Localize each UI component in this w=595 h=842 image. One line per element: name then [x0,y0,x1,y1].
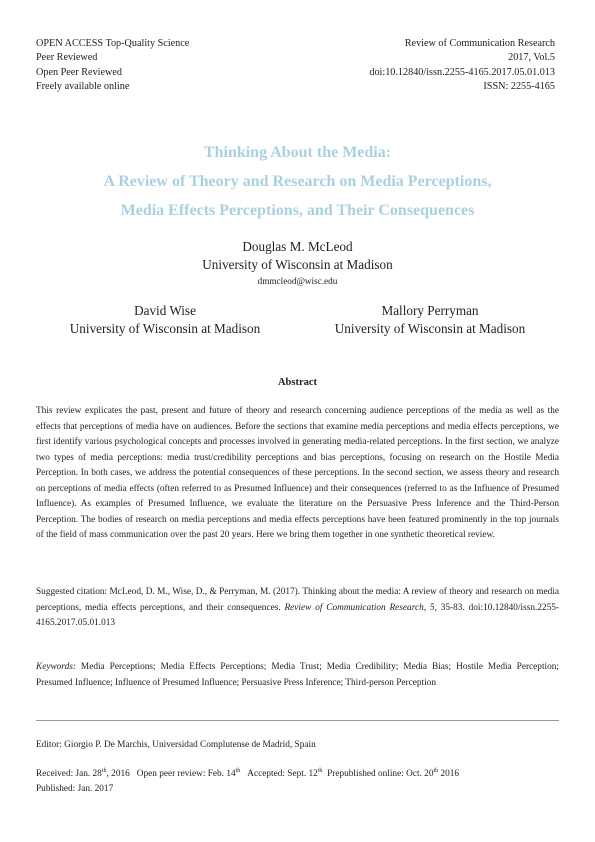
author-right-name: Mallory Perryman [381,303,479,318]
header-open-access: OPEN ACCESS Top-Quality Science [36,38,190,49]
open-review-date [137,769,241,779]
abstract-heading: Abstract [277,377,318,388]
received-sup: th [101,767,107,774]
author-left-name: David Wise [134,303,196,318]
keywords [36,660,559,691]
header-right [369,37,555,94]
header-issn: ISSN: 2255-4165 [483,80,555,92]
citation-prefix: Suggested citation: McLeod, D. M., Wise, D., & Perryman, M. (2017). Thinking about the media: A review of theory and research on media perceptions, media effects perceptions, and their consequences. [36,587,559,613]
citation-suffix: 35-83. doi:10.12840/issn.2255-4165.2017.05.01.013 [36,602,560,628]
title-line-3: Media Effects Perceptions, and Their Consequences [120,202,475,219]
citation-journal: Review of Communication Research, 5, [284,602,437,613]
author-right [305,302,555,338]
header-doi: doi:10.12840/issn.2255-4165.2017.05.01.013 [369,66,555,78]
author-right-affiliation: University of Wisconsin at Madison [334,321,526,336]
dates-line-1 [36,767,559,782]
author-main-email[interactable]: dmmcleod@wisc.edu [257,276,338,286]
author-main-name: Douglas M. McLeod [242,239,353,254]
divider [36,720,559,721]
header-volume: 2017, Vol.5 [508,52,555,64]
received-date [36,769,130,779]
accepted-label: Accepted: Sept. 12 [247,769,318,779]
author-main-affiliation: University of Wisconsin at Madison [202,257,393,272]
author-left [40,302,290,338]
received-year: , 2016 [106,769,130,779]
accepted-sup: th [317,767,323,774]
open-review-label: Open peer review: Feb. 14 [136,769,236,779]
prepub-sup: th [433,767,439,774]
prepublished-date [327,769,459,779]
header-open-peer-reviewed: Open Peer Reviewed [36,66,122,78]
header-freely-available: Freely available online [36,80,130,92]
header-peer-reviewed: Peer Reviewed [36,52,98,64]
header-left [36,37,189,94]
paper-title [0,138,595,225]
received-label: Received: Jan. 28 [36,769,102,779]
prepub-year: 2016 [440,769,460,779]
prepub-label: Prepublished online: Oct. 20 [327,769,434,779]
open-review-sup: th [235,767,241,774]
editor-line: Editor: Giorgio P. De Marchis, Universidad Complutense de Madrid, Spain [36,740,316,750]
title-line-1: Thinking About the Media: [203,144,392,161]
header-journal: Review of Communication Research [404,38,555,49]
accepted-date [247,769,322,779]
author-main [0,238,595,288]
title-line-2: A Review of Theory and Research on Media Perceptions, [103,173,492,190]
published-date: Published: Jan. 2017 [36,784,114,794]
keywords-label: Keywords: [36,662,76,672]
keywords-text: Media Perceptions; Media Effects Perceptions; Media Trust; Media Credibility; Media Bias; Hostile Media Perception; Presumed Influence; Influence of Presumed Influence; Persuasive Press Inference; Third-person Perception [36,662,559,688]
author-left-affiliation: University of Wisconsin at Madison [69,321,261,336]
abstract-text: This review explicates the past, present and future of theory and research concerning audience perceptions of the media as well as the effects that perceptions of media have on audiences. Before the sections that examine media perceptions and media effects perceptions, we first identify various psychological concepts and processes involved in generating media-related perceptions. In the first section, we analyze two types of media perceptions: media trust/credibility perceptions and bias perceptions, focusing on research on the Hostile Media Perception. In both cases, we address the potential consequences of these perceptions. In the second section, we assess theory and research on perceptions of media effects (often referred to as Presumed Influence) and their consequences (referred to as the Influence of Presumed Influence). As examples of Presumed Influence, we evaluate the literature on the Persuasive Press Inference and the Third-Person Perception. The bodies of research on media perceptions and media effects perceptions have been featured prominently in the top journals of the field of mass communication over the past 20 years. Here we bring them together in one synthetic theoretical review. [36,406,559,540]
publication-dates [36,767,559,797]
suggested-citation [36,585,559,632]
